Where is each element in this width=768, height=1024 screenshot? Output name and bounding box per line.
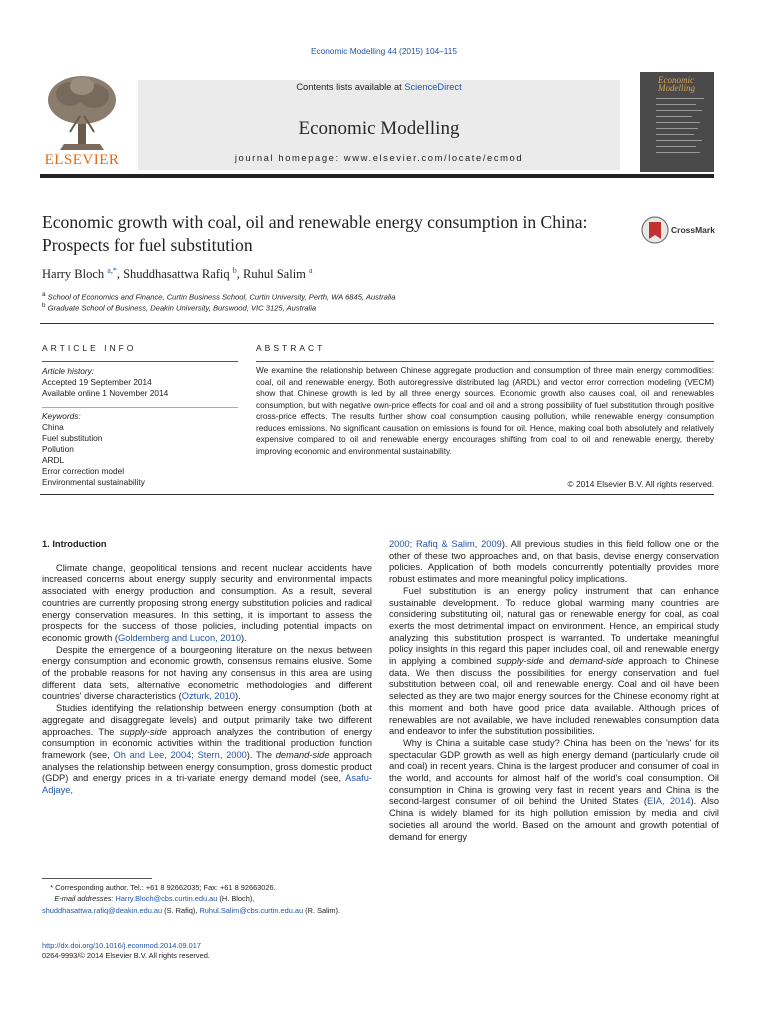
crossmark-badge[interactable] [641, 214, 721, 246]
email-addresses: E-mail addresses: Harry.Bloch@cbs.curtin.edu.au (H. Bloch), [54, 894, 255, 904]
sciencedirect-link[interactable]: ScienceDirect [404, 82, 462, 92]
citation-link[interactable]: Oh and Lee, 2004; Stern, 2000 [113, 749, 247, 760]
corresponding-author-note: * Corresponding author. Tel.: +61 8 92662035; Fax: +61 8 92663026. [42, 883, 276, 892]
journal-homepage[interactable]: journal homepage: www.elsevier.com/locate/ecmod [234, 152, 524, 163]
keyword: ARDL [42, 455, 65, 465]
author-name[interactable]: Shuddhasattwa Rafiq [123, 267, 230, 282]
author-name[interactable]: Harry Bloch [42, 267, 105, 282]
keyword: China [42, 422, 64, 432]
footnote-rule [42, 878, 152, 879]
journal-masthead [40, 72, 714, 176]
abstract-copyright: © 2014 Elsevier B.V. All rights reserved. [567, 479, 714, 489]
elsevier-wordmark: ELSEVIER [44, 152, 120, 168]
masthead-rule [40, 174, 714, 178]
body-left-column [42, 539, 372, 797]
body-right-column [389, 539, 719, 843]
paragraph: 2000; Rafiq & Salim, 2009). All previous studies in this field follow one or the other of these two approaches and, on that basis, devise energy conservation policies. Application of both models concurrently potentially provides more robust estimates and more meaningful policy implications. [389, 539, 720, 585]
email-link[interactable]: Harry.Bloch@cbs.curtin.edu.au [115, 894, 218, 904]
journal-citation[interactable]: Economic Modelling 44 (2015) 104–115 [310, 46, 458, 56]
abstract-heading: ABSTRACT [256, 343, 326, 353]
citation-link[interactable]: 2000; Rafiq & Salim, 2009 [389, 539, 502, 549]
keyword: Pollution [42, 444, 74, 454]
affiliation-b: $^b$ Graduate School of Business, Deakin University, Burswood, VIC 3125, Australia [42, 302, 317, 313]
footnotes: * Corresponding author. Tel.: +61 8 92662035; Fax: +61 8 92663026. E-mail addresses: Harry.Bloch@cbs.curtin.edu.au (H. Bloch), shuddhasattwa.rafiq@deakin.edu.au (S. Rafiq), Ruhul.Salim@cbs.curtin.edu.au (R. Salim). [42, 882, 372, 916]
abstract-text: We examine the relationship between Chinese aggregate production and consumption of three main energy commodities: coal, oil and renewable energy. Both autoregressive distributed lag (ARDL) and vector error correction modeling (VECM) show that Chinese growth is led by all three energy sources. Economic growth also causes coal, oil and renewables consumption, but with negative own-price effects for coal and oil and a strong possibility of fuel substitution through positive cross-price effects. The results further show coal consumption causing pollution, while renewable energy consumption reduces emissions. No significant causation on emissions is found for oil. Hence, making coal both absolutely and relatively expensive compared to oil and renewable energy encourages shifting from coal to oil and renewable energy, thereby improving economic and environmental sustainability. [256, 365, 714, 456]
paragraph: Why is China a suitable case study? China has been on the 'news' for its spectacular GDP growth as well as high energy demand (particularly crude oil and coal) in recent years. China is the largest producer and consumer of coal in the world, and accounts for almost half of the world's coal consumption. Oil consumption in China is growing very fast in recent years and China is the second-largest consumer of oil behind the United States (EIA, 2014). Also China is widely blamed for its high pollution emission by media and civil societies all around the world. Based on the amount and growth potential of demand for energy [389, 737, 719, 842]
paragraph: Despite the emergence of a bourgeoning literature on the nexus between energy consumption and economic growth, consensus remains elusive. Some of the probable reasons for not having any consensus in this area are using different data sets, alternative econometric methodologies and different countries' diverse characteristics (Ozturk, 2010). [42, 644, 372, 702]
keywords-list: Keywords: China Fuel substitution Pollution ARDL Error correction model Environmental sustainability [42, 411, 242, 488]
abstract-rule [256, 361, 714, 362]
contents-prefix: Contents lists available at [296, 82, 405, 92]
doi-link[interactable]: http://dx.doi.org/10.1016/j.econmod.2014.09.017 [42, 941, 202, 950]
article-history: Article history: Accepted 19 September 2014 Available online 1 November 2014 [42, 366, 169, 398]
journal-info-box [138, 80, 620, 170]
email-link[interactable]: shuddhasattwa.rafiq@deakin.edu.au [42, 905, 163, 915]
paragraph: Climate change, geopolitical tensions and recent nuclear accidents have increased concerns about energy supply security and environmental impacts associated with energy production and consumption. As a result, several countries are currently proposing strong energy substitution policies and radical energy conservation measures. In this setting, it is important to assess the prospects for the success of those policies, including potential impacts on economic growth (Goldemberg and Lucon, 2010). [42, 562, 372, 643]
elsevier-tree-icon [40, 72, 124, 154]
journal-title: Economic Modelling [298, 118, 460, 139]
elsevier-logo [40, 72, 124, 172]
citation-link[interactable]: EIA, 2014 [647, 796, 691, 807]
article-info-heading: ARTICLE INFO [42, 343, 137, 353]
abstract-bottom-rule [40, 494, 714, 495]
keyword: Error correction model [42, 466, 125, 476]
keyword: Fuel substitution [42, 433, 103, 443]
paragraph: Fuel substitution is an energy policy instrument that can enhance sustainable development. To reduce global warming many countries are considering substituting oil, natural gas or renewable energy for coal, as coal exerts the most detrimental impact on environment. Hence, an empirical study analyzing this substitution prospect is warranted. To undertake meaningful policy insights in this regard this paper includes coal, oil and renewable energy in applying a combined supply-side and demand-side approach to Chinese data. We then discuss the possibilities for energy conservation and fuel substitution between coal, oil and renewable energy. Coal and oil have been selected as they are two major energy sources for the Chinese economy right at this moment and both have good price data available. Although prices of renewables are not available, we have included renewables consumption data and endeavor to infer the substitution possibilities. [389, 585, 719, 737]
citation-link[interactable]: Asafu-Adjaye, [42, 773, 372, 796]
author-name[interactable]: Ruhul Salim [243, 267, 306, 282]
crossmark-icon [641, 216, 669, 244]
crossmark-label: CrossMark [671, 225, 715, 235]
author-marks[interactable]: b [232, 266, 237, 275]
cover-title: Economic Modelling [658, 75, 695, 93]
journal-cover-thumbnail [640, 72, 714, 172]
doi-block [42, 941, 210, 962]
author-list: Harry Bloch $^{a,*}$, Shuddhasattwa Rafiq $^b$, Ruhul Salim $^a$ [42, 266, 313, 282]
author-marks[interactable]: a,* [107, 266, 117, 275]
citation-link[interactable]: Goldemberg and Lucon, 2010 [117, 632, 241, 643]
email-link[interactable]: Ruhul.Salim@cbs.curtin.edu.au [199, 905, 304, 915]
keyword: Environmental sustainability [42, 477, 145, 487]
section-heading: 1. Introduction [42, 539, 107, 549]
author-marks[interactable]: a [309, 266, 313, 275]
issn-line: 0264-9993/© 2014 Elsevier B.V. All rights reserved. [42, 951, 210, 961]
title-rule [40, 323, 714, 324]
paper-title: Economic growth with coal, oil and renewable energy consumption in China: Prospects for fuel substitution [42, 212, 588, 255]
citation-link[interactable]: Ozturk, 2010 [181, 691, 235, 702]
affiliation-a: $^a$ School of Economics and Finance, Curtin Business School, Curtin University, Perth, WA 6845, Australia [42, 291, 396, 302]
keywords-rule [42, 407, 238, 408]
article-info-rule [42, 361, 238, 362]
contents-line [138, 82, 620, 92]
paragraph: Studies identifying the relationship between energy consumption (both at aggregate and disaggregate levels) and output primarily take two different approaches. The supply-side approach analyzes the contribution of energy consumption in economic activities within the traditional production function framework (see, Oh and Lee, 2004; Stern, 2000). The demand-side approach analyses the relationship between energy consumption, gross domestic product (GDP) and energy prices in a tri-variate energy demand model (see, Asafu-Adjaye, [42, 703, 372, 796]
